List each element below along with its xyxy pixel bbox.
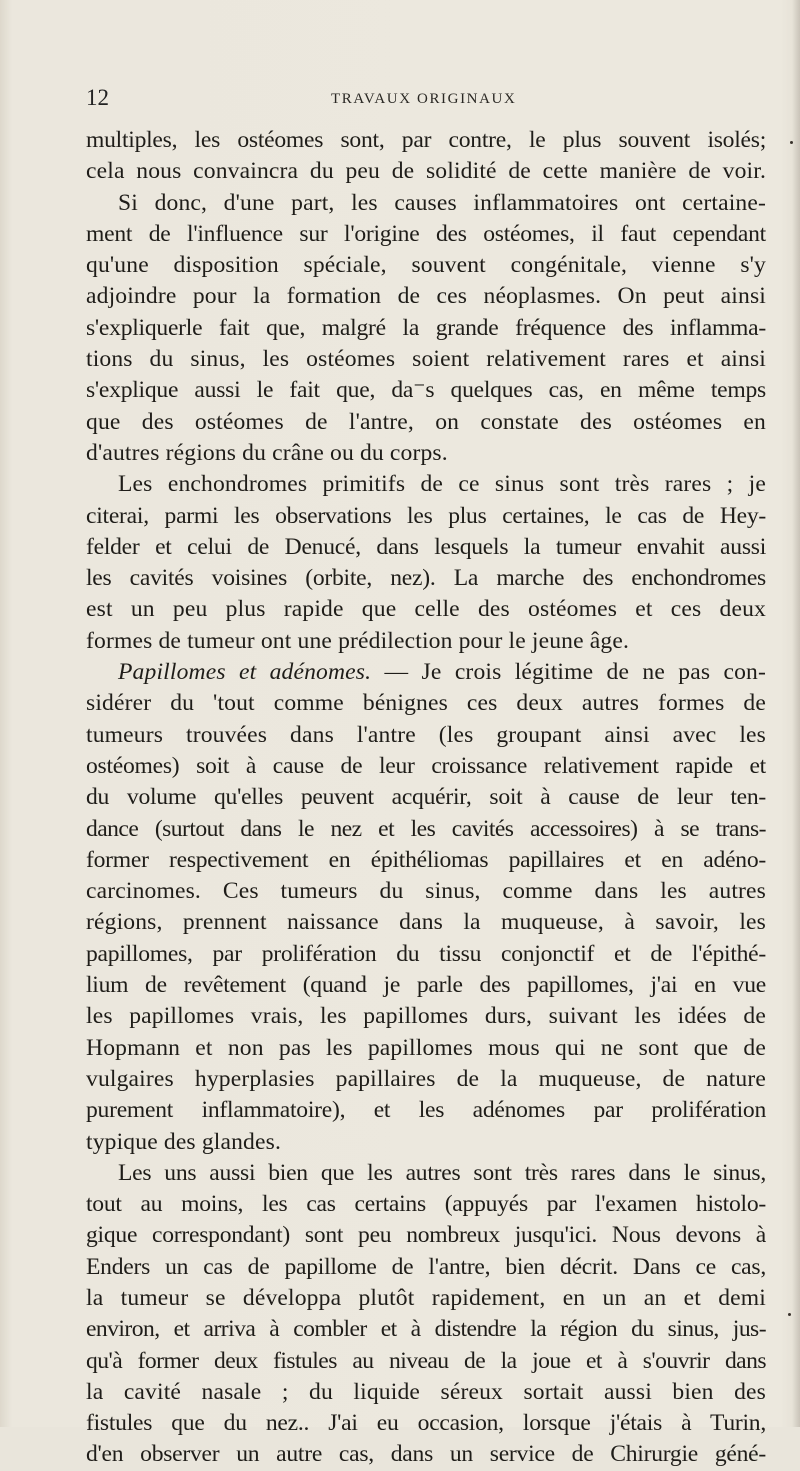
text-line: sidérer du 'tout comme bénignes ces deux autres formes de xyxy=(86,690,766,717)
text-line: adjoindre pour la formation de ces néoplasmes. On peut ainsi xyxy=(86,283,766,310)
running-title: TRAVAUX ORIGINAUX xyxy=(331,91,517,107)
text-line: citerai, parmi les observations les plus certaines, le cas de Hey- xyxy=(86,502,766,529)
text-line: les papillomes vrais, les papillomes durs, suivant les idées de xyxy=(86,1003,766,1030)
text-line: qu'à former deux fistules au niveau de la joue et à s'ouvrir dans xyxy=(86,1347,766,1374)
text-line: multiples, les ostéomes sont, par contre, le plus souvent isolés; xyxy=(86,127,766,153)
text-line: fistules que du nez.. J'ai eu occasion, lorsque j'étais à Turin, xyxy=(86,1410,766,1437)
text-line: d'en observer un autre cas, dans un service de Chirurgie géné- xyxy=(86,1441,766,1468)
text-line: carcinomes. Ces tumeurs du sinus, comme dans les autres xyxy=(86,878,766,905)
page-number: 12 xyxy=(86,85,109,110)
text-line: Enders un cas de papillome de l'antre, bien décrit. Dans ce cas, xyxy=(86,1253,766,1280)
text-line: former respectivement en épithéliomas papillaires et en adéno- xyxy=(86,846,766,873)
text-line: la cavité nasale ; du liquide séreux sortait aussi bien des xyxy=(86,1378,766,1405)
body-text xyxy=(86,125,766,1471)
text-line: vulgaires hyperplasies papillaires de la muqueuse, de nature xyxy=(86,1065,766,1092)
text-line: purement inflammatoire), et les adénomes par prolifération xyxy=(86,1097,766,1124)
text-line: qu'une disposition spéciale, souvent congénitale, vienne s'y xyxy=(86,252,766,279)
text-line: tumeurs trouvées dans l'antre (les groupant ainsi avec les xyxy=(86,721,766,748)
text-line: du volume qu'elles peuvent acquérir, soit à cause de leur ten- xyxy=(86,784,766,811)
text-line: la tumeur se développa plutôt rapidement, en un an et demi xyxy=(86,1284,766,1311)
margin-ink-dot xyxy=(790,141,793,144)
text-line: Hopmann et non pas les papillomes mous qui ne sont que de xyxy=(86,1034,766,1061)
text-line: gique correspondant) sont peu nombreux jusqu'ici. Nous devons à xyxy=(86,1222,766,1249)
text-line: ment de l'influence sur l'origine des ostéomes, il faut cependant xyxy=(86,220,766,247)
text-line: typique des glandes. xyxy=(86,1128,281,1155)
text-line: lium de revêtement (quand je parle des papillomes, j'ai en vue xyxy=(86,972,766,999)
text-line: que des ostéomes de l'antre, on constate des ostéomes en xyxy=(86,408,766,435)
text-line: régions, prennent naissance dans la muqueuse, à savoir, les xyxy=(86,909,766,936)
text-line: Si donc, d'une part, les causes inflammatoires ont certaine- xyxy=(118,189,766,216)
text-line: est un peu plus rapide que celle des ostéomes et ces deux xyxy=(86,596,766,623)
text-line: cela nous convaincra du peu de solidité de cette manière de voir. xyxy=(86,158,766,185)
text-line: environ, et arriva à combler et à distendre la région du sinus, jus- xyxy=(86,1316,766,1343)
text-line: dance (surtout dans le nez et les cavités accessoires) à se trans- xyxy=(86,815,766,842)
text-line: tout au moins, les cas certains (appuyés par l'examen histolo- xyxy=(86,1191,766,1218)
text-line: formes de tumeur ont une prédilection pour le jeune âge. xyxy=(86,627,630,654)
text-line: ostéomes) soit à cause de leur croissance relativement rapide et xyxy=(86,752,766,779)
text-line: Les enchondromes primitifs de ce sinus sont très rares ; je xyxy=(118,471,766,498)
text-line: tions du sinus, les ostéomes soient relativement rares et ainsi xyxy=(86,346,766,373)
page-edge-shadow xyxy=(792,0,800,1427)
text-line: les cavités voisines (orbite, nez). La marche des enchondromes xyxy=(86,565,766,592)
section-heading: Papillomes et adénomes. xyxy=(118,659,372,686)
margin-ink-dot xyxy=(788,1313,791,1316)
text-line-continuation: — Je crois légitime de ne pas con- xyxy=(384,659,767,686)
text-line: felder et celui de Denucé, dans lesquels la tumeur envahit aussi xyxy=(86,533,766,560)
text-line: Les uns aussi bien que les autres sont très rares dans le sinus, xyxy=(118,1159,766,1186)
text-line: s'expliquerle fait que, malgré la grande fréquence des inflamma- xyxy=(86,314,766,341)
text-line: papillomes, par prolifération du tissu conjonctif et de l'épithé- xyxy=(86,940,766,967)
text-line: d'autres régions du crâne ou du corps. xyxy=(86,439,448,466)
text-line-with-heading xyxy=(86,657,766,688)
running-head xyxy=(86,86,766,110)
text-line: s'explique aussi le fait que, da⁻s quelques cas, en même temps xyxy=(86,377,766,404)
